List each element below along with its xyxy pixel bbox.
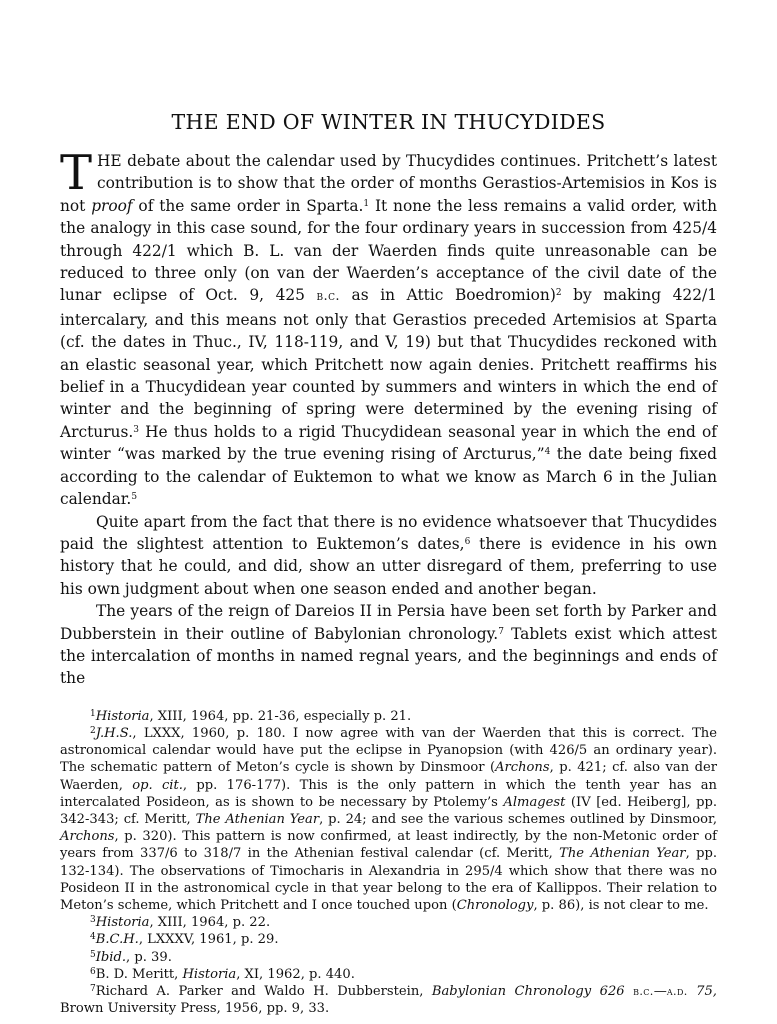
footnote-7: $^7$Richard A. Parker and Waldo H. Dubberstein, Babylonian Chronology 626 b.c.—a.d. 75, Brown University Press, 1956, pp. 9, 33.	[60, 984, 717, 1017]
drop-cap: T	[60, 145, 93, 201]
footnote-2: $^2$J.H.S., LXXX, 1960, p. 180. I now agree with van der Waerden that this is correct. The astronomical calendar would have put the eclipse in Pyanopsion (with 426/5 an ordinary year). The schematic pattern of Meton’s cycle is shown by Dinsmoor (Archons, p. 421; cf. also van der Waerden, op. cit., pp. 176-177). This is the only pattern in which the tenth year has an intercalated Posideon, as is shown to be necessary by Ptolemy’s Almagest (IV [ed. Heiberg], pp. 342-343; cf. Meritt, The Athenian Year, p. 24; and see the various schemes outlined by Dinsmoor, Archons, p. 320). This pattern is now confirmed, at least indirectly, by the non-Metonic order of years from 337/6 to 318/7 in the Athenian festival calendar (cf. Meritt, The Athenian Year, pp. 132-134). The observations of Timocharis in Alexandria in 295/4 which show that there was no Posideon II in the astronomical cycle in that year belong to the era of Kallippos. Their relation to Meton’s scheme, which Pritchett and I once touched upon (Chronology, p. 86), is not clear to me.	[60, 725, 718, 913]
paragraph-2: Quite apart from the fact that there is no evidence whatsoever that Thucydides paid the slightest attention to Euktemon’s dates,$^6$ there is evidence in his own history that he could, and did, show an utter disregard of them, preferring to use his own judgment about when one season ended and another began.	[60, 512, 717, 598]
footnote-3: $^3$Historia, XIII, 1964, p. 22.	[90, 915, 271, 931]
article-title: THE END OF WINTER IN THUCYDIDES	[171, 110, 606, 134]
footnote-ref-5[interactable]: 5	[131, 492, 138, 503]
footnote-5: $^5$Ibid., p. 39.	[90, 949, 172, 965]
footnote-ref-4[interactable]: 4	[544, 447, 551, 458]
paragraph-3: The years of the reign of Dareios II in Persia have been set forth by Parker and Dubberstein in their outline of Babylonian chronology.$^7$ Tablets exist which attest the intercalation of months in named regnal years, and the beginnings and ends of the	[60, 602, 717, 688]
footnote-6: $^6$B. D. Meritt, Historia, XI, 1962, p. 440.	[90, 966, 355, 982]
article-body	[60, 145, 717, 690]
footnote-ref-6[interactable]: 6	[464, 536, 471, 547]
page	[60, 110, 717, 1017]
paragraph-1: THE debate about the calendar used by Thucydides continues. Pritchett’s latest contribution is to show that the order of months Gerastios-Artemisios in Kos is not proof of the same order in Sparta.$^1$ It none the less remains a valid order, with the analogy in this case sound, for the four ordinary years in succession from 425/4 through 422/1 which B. L. van der Waerden finds quite unreasonable can be reduced to three only (on van der Waerden’s acceptance of the civil date of the lunar eclipse of Oct. 9, 425 b.c. as in Attic Boedromion)$^2$ by making 422/1 intercalary, and this means not only that Gerastios preceded Artemisios at Sparta (cf. the dates in Thuc., IV, 118-119, and V, 19) but that Thucydides reckoned with an elastic seasonal year, which Pritchett now again denies. Pritchett reaffirms his belief in a Thucydidean year counted by summers and winters in which the end of winter and the beginning of spring were determined by the evening rising of Arcturus.$^3$ He thus holds to a rigid Thucydidean seasonal year in which the end of winter “was marked by the true evening rising of Arcturus,”$^4$ the date being fixed according to the calendar of Euktemon to what we know as March 6 in the Julian calendar.$^5$	[60, 145, 717, 509]
footnote-ref-2[interactable]: 2	[555, 288, 562, 299]
footnote-ref-7[interactable]: 7	[498, 626, 504, 637]
footnote-1: $^1$Historia, XIII, 1964, pp. 21-36, especially p. 21.	[90, 708, 412, 724]
footnote-4: $^4$B.C.H., LXXXV, 1961, p. 29.	[90, 932, 279, 948]
footnote-ref-1[interactable]: 1	[363, 198, 370, 209]
footnotes	[60, 708, 717, 1018]
footnote-ref-3[interactable]: 3	[133, 424, 139, 435]
